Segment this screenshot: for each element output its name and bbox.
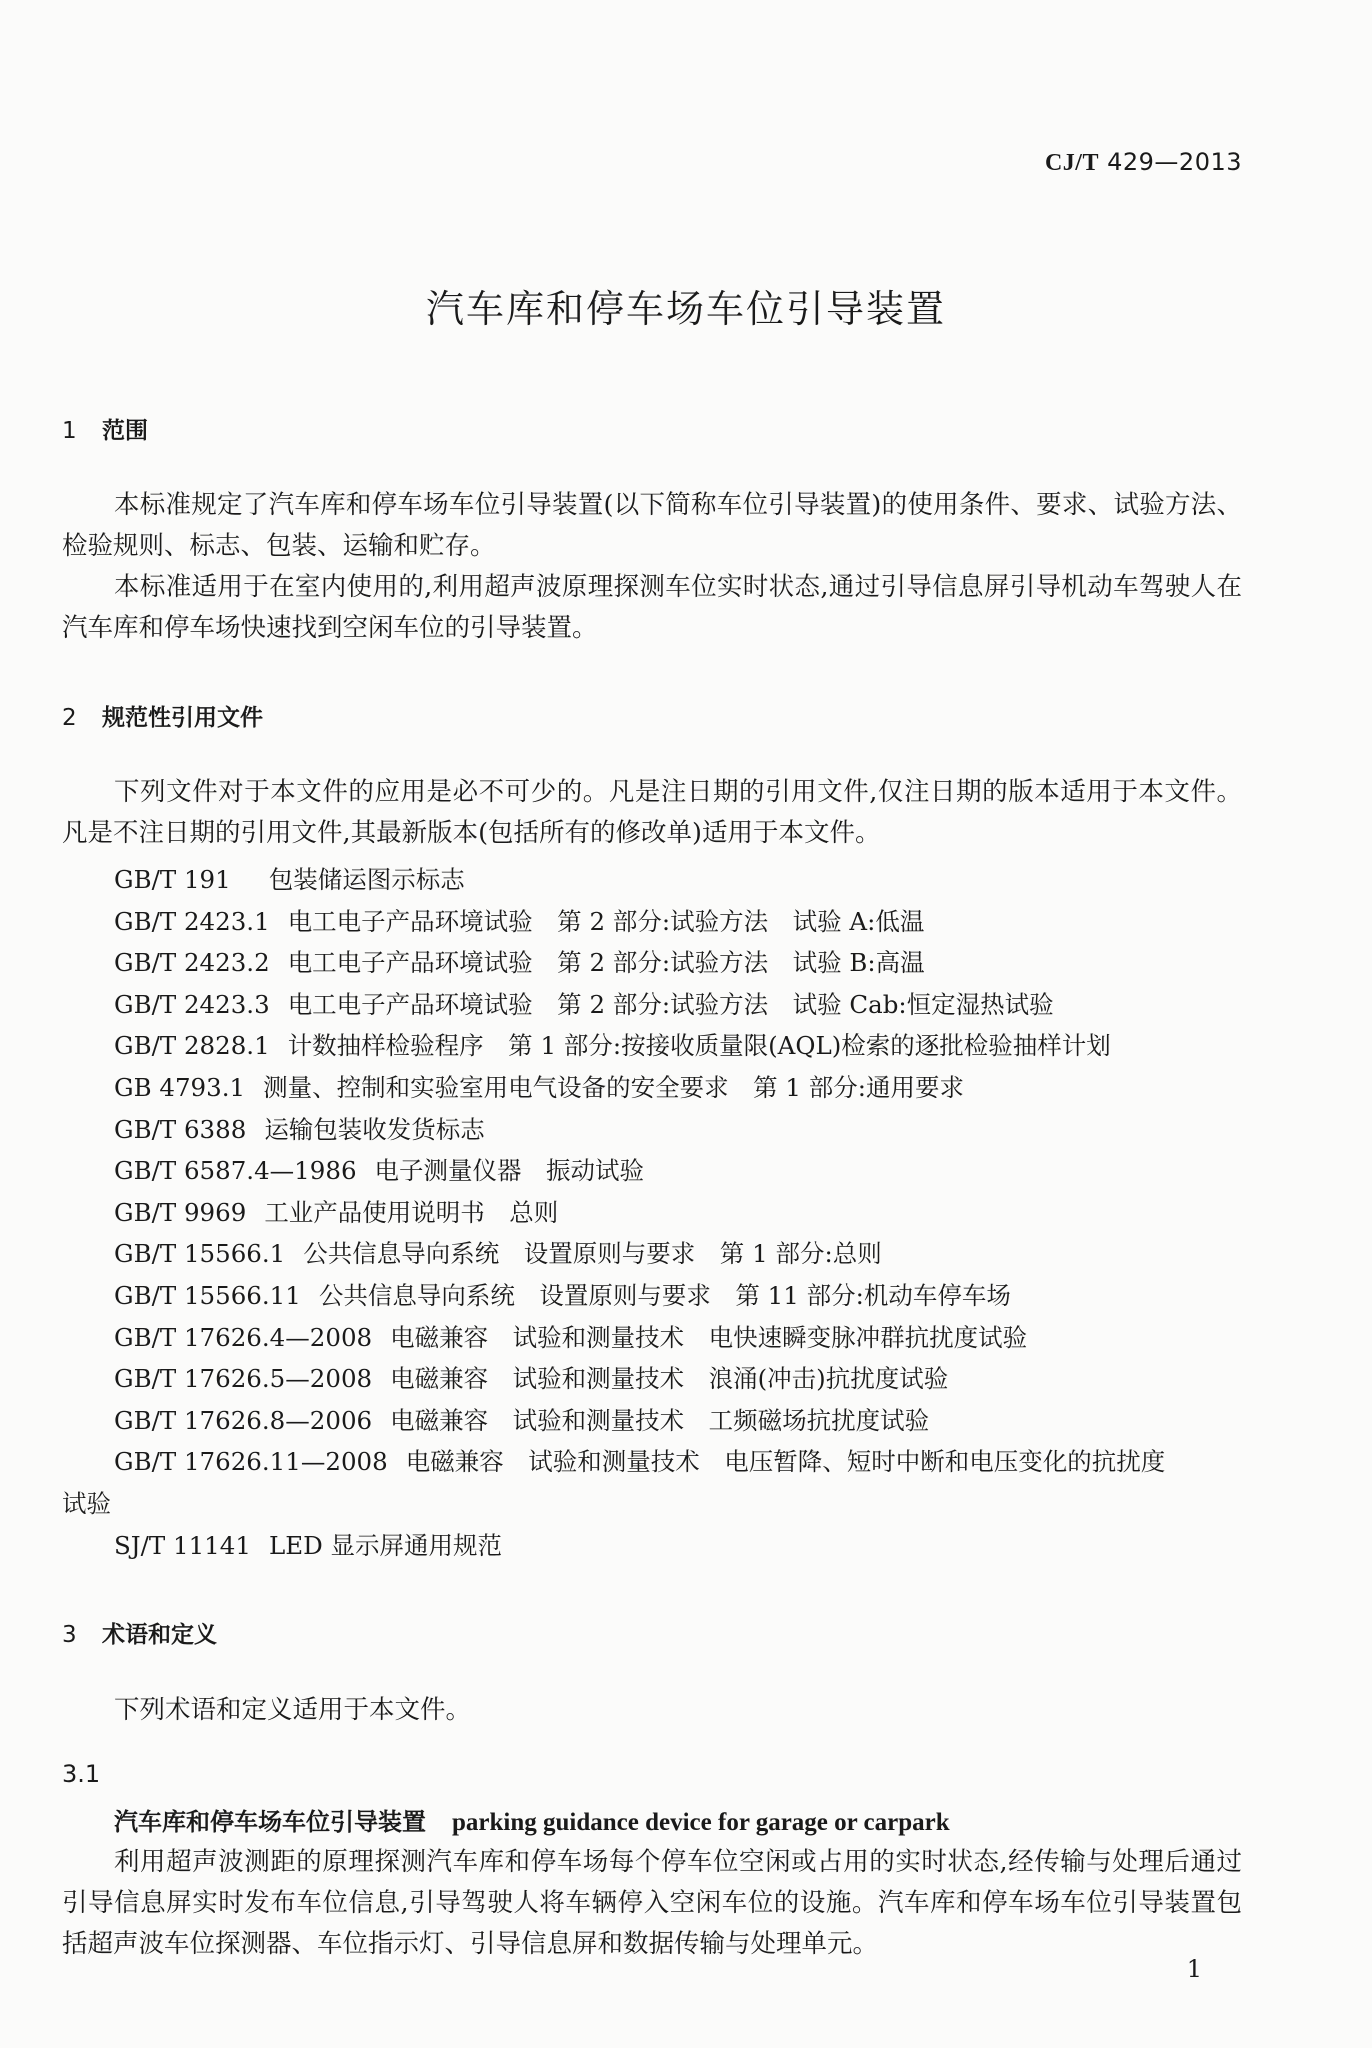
- reference-title: 计数抽样检验程序 第 1 部分:按接收质量限(AQL)检索的逐批检验抽样计划: [287, 1031, 1111, 1061]
- reference-code: GB/T 17626.8—2006: [114, 1405, 373, 1435]
- reference-code: GB/T 2828.1: [114, 1031, 270, 1061]
- section-title: 范围: [102, 418, 148, 444]
- section-1-heading: [62, 412, 148, 445]
- scope-paragraph-1: 本标准规定了汽车库和停车场车位引导装置(以下简称车位引导装置)的使用条件、要求、试验方法、检验规则、标志、包装、运输和贮存。: [62, 490, 1242, 561]
- reference-code: GB/T 17626.4—2008: [114, 1322, 373, 1352]
- document-title: 汽车库和停车场车位引导装置: [425, 287, 946, 331]
- reference-title: 电磁兼容 试验和测量技术 电快速瞬变脉冲群抗扰度试验: [390, 1322, 1028, 1352]
- reference-item: [62, 942, 1252, 984]
- reference-title: 测量、控制和实验室用电气设备的安全要求 第 1 部分:通用要求: [263, 1072, 965, 1102]
- references-intro: 下列文件对于本文件的应用是必不可少的。凡是注日期的引用文件,仅注日期的版本适用于本文件。凡是不注日期的引用文件,其最新版本(包括所有的修改单)适用于本文件。: [62, 777, 1242, 848]
- reference-title: 包装储运图示标志: [268, 865, 465, 894]
- term-name-chinese: 汽车库和停车场车位引导装置: [114, 1808, 426, 1836]
- reference-code: GB/T 191: [114, 865, 231, 894]
- standard-code: 429—2013: [1107, 148, 1242, 176]
- reference-code: GB/T 6587.4—1986: [114, 1156, 357, 1186]
- reference-item: [62, 1067, 1252, 1109]
- reference-title-continuation: 试验: [62, 1488, 111, 1518]
- reference-title: 电工电子产品环境试验 第 2 部分:试验方法 试验 B:高温: [287, 948, 925, 978]
- reference-item: [62, 1441, 1252, 1524]
- section-2-heading: [62, 699, 263, 732]
- reference-item: [62, 1109, 1252, 1151]
- reference-item: [62, 1150, 1252, 1192]
- reference-item: [62, 984, 1252, 1026]
- reference-item: [62, 1025, 1252, 1067]
- reference-item: [62, 1317, 1252, 1359]
- reference-title: 电磁兼容 试验和测量技术 工频磁场抗扰度试验: [390, 1405, 930, 1435]
- reference-title: 电磁兼容 试验和测量技术 电压暂降、短时中断和电压变化的抗扰度: [405, 1447, 1166, 1477]
- section-title: 术语和定义: [102, 1622, 217, 1648]
- section-3-heading: [62, 1616, 217, 1649]
- reference-code: GB/T 9969: [114, 1197, 247, 1227]
- reference-code: GB/T 17626.11—2008: [114, 1447, 388, 1477]
- reference-code: GB/T 15566.1: [114, 1239, 286, 1269]
- reference-item: [62, 1192, 1252, 1234]
- reference-code: GB/T 2423.3: [114, 989, 270, 1019]
- reference-item: [62, 1233, 1252, 1275]
- reference-item: [62, 901, 1252, 943]
- reference-item: [62, 1400, 1252, 1442]
- section-number: 2: [62, 705, 77, 731]
- reference-code: SJ/T 11141: [114, 1530, 251, 1560]
- reference-item: [62, 1275, 1252, 1317]
- reference-title: 电子测量仪器 振动试验: [374, 1156, 645, 1186]
- terms-intro: 下列术语和定义适用于本文件。: [114, 1695, 472, 1725]
- reference-title: LED 显示屏通用规范: [268, 1530, 503, 1560]
- reference-code: GB 4793.1: [114, 1072, 246, 1102]
- reference-item: [62, 859, 1252, 901]
- reference-code: GB/T 17626.5—2008: [114, 1364, 373, 1394]
- standard-number: [1045, 148, 1242, 177]
- reference-title: 公共信息导向系统 设置原则与要求 第 1 部分:总则: [303, 1239, 882, 1269]
- reference-title: 电工电子产品环境试验 第 2 部分:试验方法 试验 Cab:恒定湿热试验: [287, 989, 1054, 1019]
- reference-title: 运输包装收发货标志: [264, 1114, 485, 1144]
- scope-paragraph-2: 本标准适用于在室内使用的,利用超声波原理探测车位实时状态,通过引导信息屏引导机动车驾驶人在汽车库和停车场快速找到空闲车位的引导装置。: [62, 572, 1242, 643]
- reference-code: GB/T 6388: [114, 1114, 247, 1144]
- term-name: [114, 1802, 950, 1837]
- reference-title: 电工电子产品环境试验 第 2 部分:试验方法 试验 A:低温: [287, 906, 925, 936]
- section-title: 规范性引用文件: [102, 705, 263, 731]
- term-definition: 利用超声波测距的原理探测汽车库和停车场每个停车位空闲或占用的实时状态,经传输与处理后通过引导信息屏实时发布车位信息,引导驾驶人将车辆停入空闲车位的设施。汽车库和停车场车位引导装置包括超声波车位探测器、车位指示灯、引导信息屏和数据传输与处理单元。: [62, 1847, 1242, 1959]
- reference-title: 工业产品使用说明书 总则: [264, 1197, 559, 1227]
- reference-title: 公共信息导向系统 设置原则与要求 第 11 部分:机动车停车场: [318, 1280, 1011, 1310]
- page-number: 1: [1186, 1955, 1202, 1983]
- section-number: 3: [62, 1622, 77, 1648]
- reference-code: GB/T 2423.2: [114, 948, 270, 978]
- section-number: 1: [62, 418, 77, 444]
- reference-title: 电磁兼容 试验和测量技术 浪涌(冲击)抗扰度试验: [390, 1364, 949, 1394]
- reference-item: [62, 1358, 1252, 1400]
- term-name-english: parking guidance device for garage or carpark: [452, 1809, 950, 1836]
- reference-code: GB/T 2423.1: [114, 906, 270, 936]
- reference-item: [62, 1525, 1252, 1567]
- reference-list: [62, 859, 1252, 1566]
- standard-prefix: CJ/T: [1044, 150, 1099, 176]
- reference-code: GB/T 15566.11: [114, 1280, 301, 1310]
- term-number: 3.1: [62, 1760, 101, 1788]
